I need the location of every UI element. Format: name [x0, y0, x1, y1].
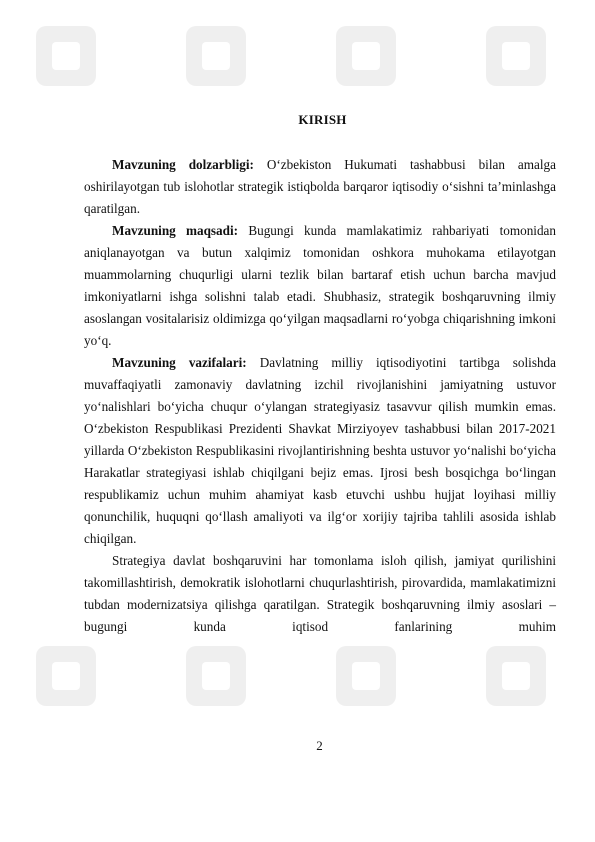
paragraph-tasks [84, 352, 556, 550]
watermark-icon [180, 20, 252, 92]
document-body [84, 112, 556, 638]
paragraph-text: Strategiya davlat boshqaruvini har tomonlama isloh qilish, jamiyat qurilishini takomillashtirish, demokratik islohotlarni chuqurlashtirish, pirovardida, mamlakatimizni tubdan modernizatsiya qilishga qaratilgan. Strategik boshqaruvning ilmiy asoslari – bugungi kunda iqtisod fanlarining muhim [84, 553, 556, 634]
paragraph-text: Bugungi kunda mamlakatimiz rahbariyati tomonidan aniqlanayotgan va butun xalqimiz tomonidan oshkora muhokama etilayotgan muammolarning chuqurligi ularni tezlik bilan bartaraf etish uchun barcha mavjud imkoniyatlarni ishga solishni talab etadi. Shubhasiz, strategik boshqaruvning ilmiy asoslangan vositalarisiz oldimizga qo‘yilgan maqsadlarni ro‘yobga chiqarishning imkoni yo‘q. [84, 223, 556, 348]
watermark-icon [480, 640, 552, 712]
watermark-icon [30, 640, 102, 712]
paragraph-lead: Mavzuning dolzarbligi: [112, 157, 254, 172]
watermark-icon [480, 20, 552, 92]
watermark-icon [330, 640, 402, 712]
watermark-icon [180, 640, 252, 712]
paragraph-goal [84, 220, 556, 352]
page-number: 2 [316, 738, 323, 753]
paragraph-text: O‘zbekiston Hukumati tashabbusi bilan amalga oshirilayotgan tub islohotlar strategik istiqbolda barqaror iqtisodiy o‘sishni ta’minlashga qaratilgan. [84, 157, 556, 216]
watermark-icon [30, 20, 102, 92]
paragraph-relevance [84, 154, 556, 220]
paragraph-lead: Mavzuning maqsadi: [112, 223, 239, 238]
paragraph-lead: Mavzuning vazifalari: [112, 355, 247, 370]
watermark-icon [330, 20, 402, 92]
section-title: KIRISH [298, 112, 347, 127]
paragraph-text: Davlatning milliy iqtisodiyotini tartibga solishda muvaffaqiyatli zamonaviy davlatning izchil rivojlanishini jamiyatning ustuvor yo‘nalishlari bo‘yicha chuqur o‘ylangan strategiyasiz tasavvur qilish mumkin emas. O‘zbekiston Respublikasi Prezidenti Shavkat Mirziyoyev tashabbusi bilan 2017-2021 yillarda O‘zbekiston Respublikasini rivojlantirishning beshta ustuvor yo‘nalishi bo‘yicha Harakatlar strategiyasi ishlab chiqilgani bejiz emas. Ijrosi besh bosqichga bo‘lingan respublikamiz uchun muhim ahamiyat kasb etuvchi ushbu hujjat loyihasi milliy qonunchilik, huquqni qo‘llash amaliyoti va ilg‘or xorijiy tajriba tahlili asosida ishlab chiqilgan. [84, 355, 557, 546]
paragraph-strategy [84, 550, 556, 638]
